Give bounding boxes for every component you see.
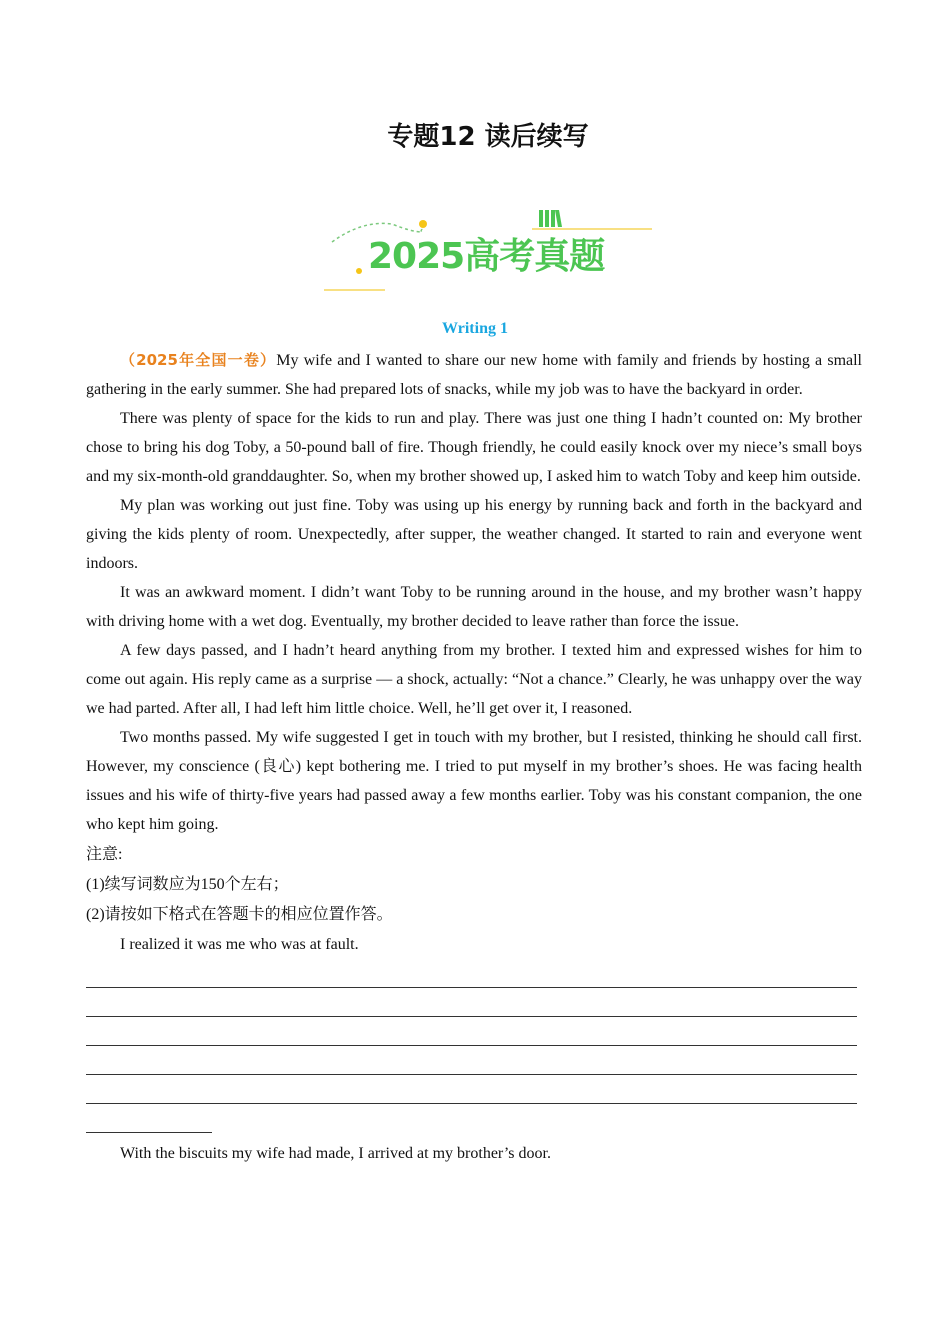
page-title: 专题12 读后续写	[387, 122, 589, 152]
paragraph: It was an awkward moment. I didn’t want Toby to be running around in the house, and my brother wasn’t happy with driving home with a wet dog. Eventually, my brother decided to leave rather than force the issue.	[86, 584, 862, 630]
passage	[86, 346, 862, 1168]
continuation-prompt-2: With the biscuits my wife had made, I arrived at my brother’s door.	[120, 1145, 551, 1162]
paragraph: （2025年全国一卷）My wife and I wanted to share our new home with family and friends by hosting a small gathering in the early summer. She had prepared lots of snacks, while my job was to have the backyard in order.	[86, 351, 863, 398]
paragraph: A few days passed, and I hadn’t heard anything from my brother. I texted him and expressed wishes for him to come out again. His reply came as a surprise — a shock, actually: “Not a chance.” Clearly, he was unhappy over the way we had parted. After all, I had left him little choice. Well, he’ll get over it, I reasoned.	[86, 642, 862, 717]
banner-text: 2025高考真题	[368, 236, 605, 277]
banner	[322, 200, 657, 295]
section-heading: Writing 1	[442, 320, 508, 337]
answer-line[interactable]	[86, 1104, 212, 1133]
answer-line[interactable]	[86, 959, 857, 988]
paragraph: Two months passed. My wife suggested I get in touch with my brother, but I resisted, thinking he should call first. However, my conscience (良心) kept bothering me. I tried to put myself in my brother’s shoes. He was facing health issues and his wife of thirty-five years had passed away a few months earlier. Toby was his constant companion, the one who kept him going.	[86, 729, 862, 833]
notes-heading: 注意:	[86, 846, 123, 863]
source-label: （2025年全国一卷）	[120, 351, 277, 369]
note-item: (2)请按如下格式在答题卡的相应位置作答。	[86, 906, 393, 923]
paragraph: My plan was working out just fine. Toby was using up his energy by running back and forth in the backyard and giving the kids plenty of room. Unexpectedly, after supper, the weather changed. It started to rain and everyone went indoors.	[86, 497, 862, 572]
answer-line[interactable]	[86, 1046, 857, 1075]
answer-line[interactable]	[86, 1017, 857, 1046]
answer-line[interactable]	[86, 988, 857, 1017]
answer-line[interactable]	[86, 1075, 857, 1104]
paragraph: There was plenty of space for the kids to run and play. There was just one thing I hadn’t counted on: My brother chose to bring his dog Toby, a 50-pound ball of fire. Though friendly, he could easily knock over my niece’s small boys and my six-month-old granddaughter. So, when my brother showed up, I asked him to watch Toby and keep him outside.	[86, 410, 862, 485]
continuation-prompt-1: I realized it was me who was at fault.	[120, 936, 359, 953]
note-item: (1)续写词数应为150个左右；	[86, 876, 289, 893]
